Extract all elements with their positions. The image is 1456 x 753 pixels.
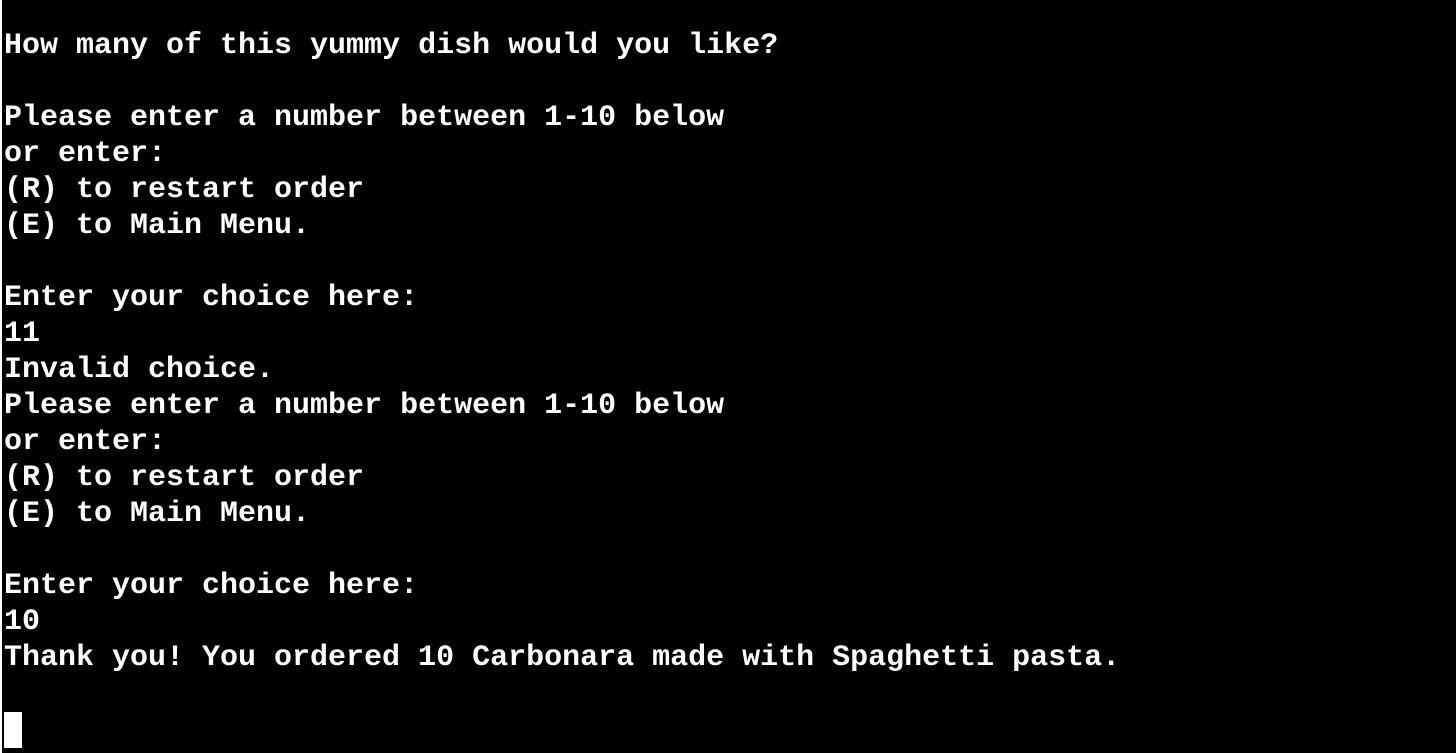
confirmation-message: Thank you! You ordered 10 Carbonara made with Spaghetti pasta. [4, 641, 1121, 675]
text-cursor[interactable] [4, 712, 22, 748]
user-input-echo: 10 [4, 605, 41, 639]
user-input-echo: 11 [4, 317, 41, 351]
blank-line [4, 532, 1120, 568]
instruction-text: or enter: [4, 425, 167, 459]
prompt-question: How many of this yummy dish would you like? [4, 29, 779, 63]
instruction-text: or enter: [4, 137, 167, 171]
input-prompt: Enter your choice here: [4, 281, 419, 315]
error-message: Invalid choice. [4, 353, 275, 387]
restart-option-text: (R) to restart order [4, 461, 365, 495]
instruction-text: Please enter a number between 1-10 below [4, 101, 725, 135]
restart-option-text: (R) to restart order [4, 173, 365, 207]
main-menu-option-text: (E) to Main Menu. [4, 497, 311, 531]
terminal-output [4, 28, 1120, 676]
main-menu-option-text: (E) to Main Menu. [4, 209, 311, 243]
blank-line [4, 64, 1120, 100]
instruction-text: Please enter a number between 1-10 below [4, 389, 725, 423]
input-prompt: Enter your choice here: [4, 569, 419, 603]
blank-line [4, 244, 1120, 280]
